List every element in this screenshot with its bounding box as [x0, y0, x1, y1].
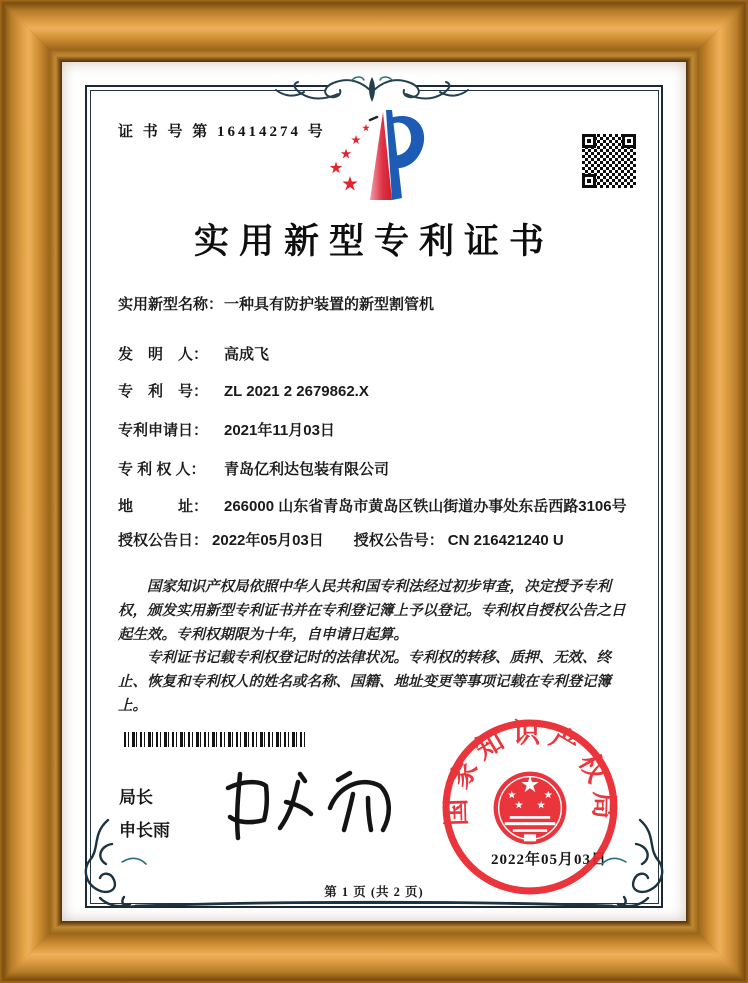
certificate-number: 证 书 号 第 16414274 号	[118, 124, 326, 140]
page-number: 第 1 页 (共 2 页)	[324, 885, 424, 899]
grant-number-group	[354, 530, 564, 552]
qr-finder-icon	[622, 134, 636, 148]
field-label: 专 利 权 人：	[118, 461, 206, 478]
qr-code-icon	[582, 134, 636, 188]
seal-date: 2022年05月03日	[490, 852, 607, 868]
qr-finder-icon	[582, 134, 596, 148]
field-value: CN 216421240 U	[447, 532, 564, 549]
field-label: 地 址：	[118, 498, 209, 515]
seal-agency-text: 国家知识产权局	[440, 718, 620, 827]
legal-paragraph: 国家知识产权局依照中华人民共和国专利法经过初步审查，决定授予专利权，颁发实用新型专利证书并在专利登记簿上予以登记。专利权自授权公告之日起生效。专利权期限为十年，自申请日起算。	[118, 579, 626, 643]
field-label: 授权公告号：	[353, 532, 444, 549]
frame-top	[0, 0, 748, 62]
field-row	[118, 294, 634, 316]
qr-finder-icon	[582, 174, 596, 188]
field-row	[118, 381, 634, 403]
ornament-top-flourish	[264, 70, 480, 110]
field-label: 专利申请日：	[118, 422, 209, 439]
field-row	[118, 420, 634, 442]
field-row	[118, 344, 634, 366]
field-label: 发 明 人：	[118, 346, 209, 363]
field-value: 一种具有防护装置的新型割管机	[224, 296, 435, 313]
field-value: 2022年05月03日	[212, 532, 324, 549]
certificate-paper	[62, 62, 686, 921]
field-label: 授权公告日：	[118, 532, 209, 549]
cnipa-patent-logo-icon	[326, 108, 428, 208]
frame-bottom	[0, 921, 748, 983]
field-label: 专 利 号：	[118, 383, 209, 400]
grant-date-group	[118, 530, 324, 552]
field-value: 高成飞	[224, 346, 270, 363]
field-value: 266000 山东省青岛市黄岛区铁山街道办事处东岳西路3106号	[224, 498, 627, 515]
field-row	[118, 459, 634, 481]
field-value: 2021年11月03日	[224, 422, 335, 439]
frame-left	[0, 0, 62, 983]
barcode-icon	[124, 732, 306, 747]
field-row-grant	[118, 530, 634, 552]
director-name: 申长雨	[119, 821, 170, 840]
certificate-title: 实用新型专利证书	[193, 222, 554, 261]
legal-text	[118, 576, 634, 719]
frame-right	[686, 0, 748, 983]
field-label: 实用新型名称：	[118, 296, 224, 313]
field-row	[118, 496, 634, 518]
legal-paragraph: 专利证书记载专利权登记时的法律状况。专利权的转移、质押、无效、终止、恢复和专利权人的姓名或名称、国籍、地址变更等事项记载在专利登记簿上。	[118, 650, 611, 714]
field-value: 青岛亿利达包装有限公司	[224, 461, 390, 478]
field-list	[118, 294, 634, 569]
director-title: 局长	[119, 788, 153, 807]
field-value: ZL 2021 2 2679862.X	[224, 383, 369, 400]
